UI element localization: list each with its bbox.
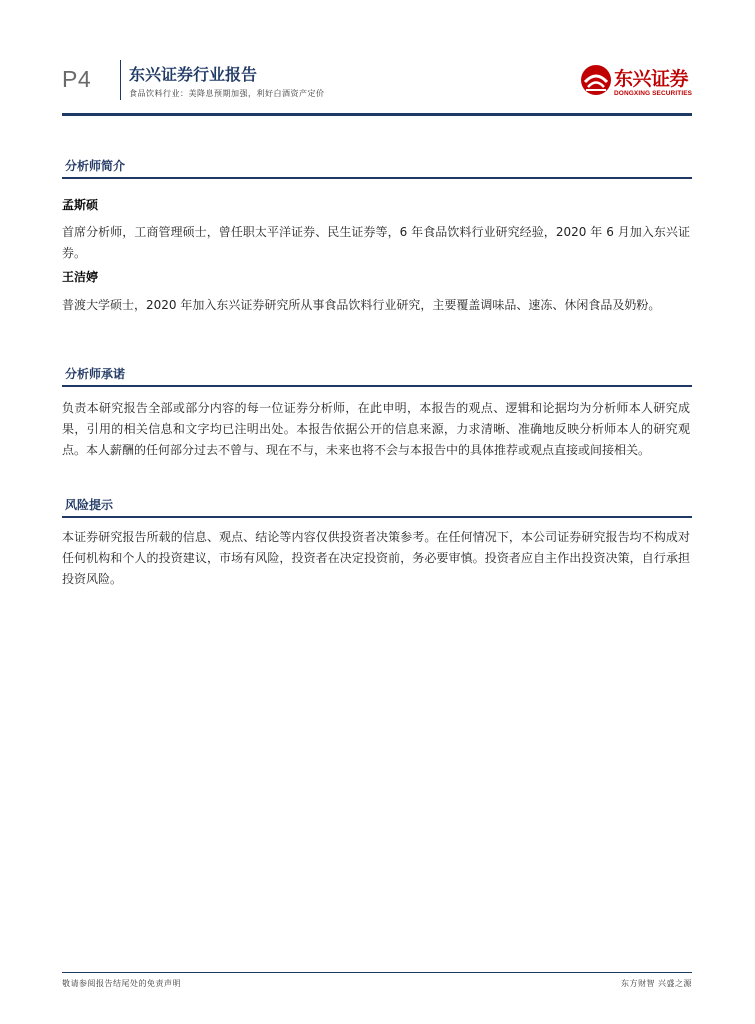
section-title: 分析师简介 xyxy=(65,159,126,173)
page-number: P4 xyxy=(62,66,92,92)
analyst-name: 孟斯硕 xyxy=(62,198,99,212)
logo-mark-icon xyxy=(580,64,612,96)
report-subtitle: 食品饮料行业：美降息预期加强，利好白酒资产定价 xyxy=(129,89,325,98)
section-heading-risk-notice xyxy=(62,496,692,518)
footer-slogan: 东方财智 兴盛之源 xyxy=(620,979,692,988)
report-title: 东兴证券行业报告 xyxy=(129,65,258,84)
company-logo xyxy=(580,62,692,102)
section-title: 风险提示 xyxy=(65,498,114,512)
header-divider xyxy=(120,60,121,100)
analyst-bio: 首席分析师，工商管理硕士，曾任职太平洋证券、民生证券等，6 年食品饮料行业研究经验，2020 年 6 月加入东兴证券。 xyxy=(62,225,690,260)
section-heading-analyst-commitment xyxy=(62,365,692,387)
section-title: 分析师承诺 xyxy=(65,367,126,381)
footer-disclaimer-note: 敬请参阅报告结尾处的免责声明 xyxy=(62,979,181,988)
logo-text: 东兴证券 xyxy=(614,68,689,90)
analyst-bio: 普渡大学硕士，2020 年加入东兴证券研究所从事食品饮料行业研究，主要覆盖调味品、速冻、休闲食品及奶粉。 xyxy=(62,298,661,312)
header-rule xyxy=(62,113,692,116)
commitment-text: 负责本研究报告全部或部分内容的每一位证券分析师，在此申明，本报告的观点、逻辑和论据均为分析师本人研究成果，引用的相关信息和文字均已注明出处。本报告依据公开的信息来源，力求清晰、准确地反映分析师本人的研究观点。本人薪酬的任何部分过去不曾与、现在不与，未来也将不会与本报告中的具体推荐或观点直接或间接相关。 xyxy=(62,401,690,457)
page-header xyxy=(62,58,692,110)
footer-rule xyxy=(62,972,692,973)
risk-notice-text: 本证券研究报告所载的信息、观点、结论等内容仅供投资者决策参考。在任何情况下，本公司证券研究报告均不构成对任何机构和个人的投资建议，市场有风险，投资者在决定投资前，务必要审慎。投资者应自主作出投资决策，自行承担投资风险。 xyxy=(62,530,690,586)
section-heading-analyst-intro xyxy=(62,157,692,179)
analyst-name: 王洁婷 xyxy=(62,270,99,284)
logo-english-text: DONGXING SECURITIES xyxy=(614,90,693,97)
